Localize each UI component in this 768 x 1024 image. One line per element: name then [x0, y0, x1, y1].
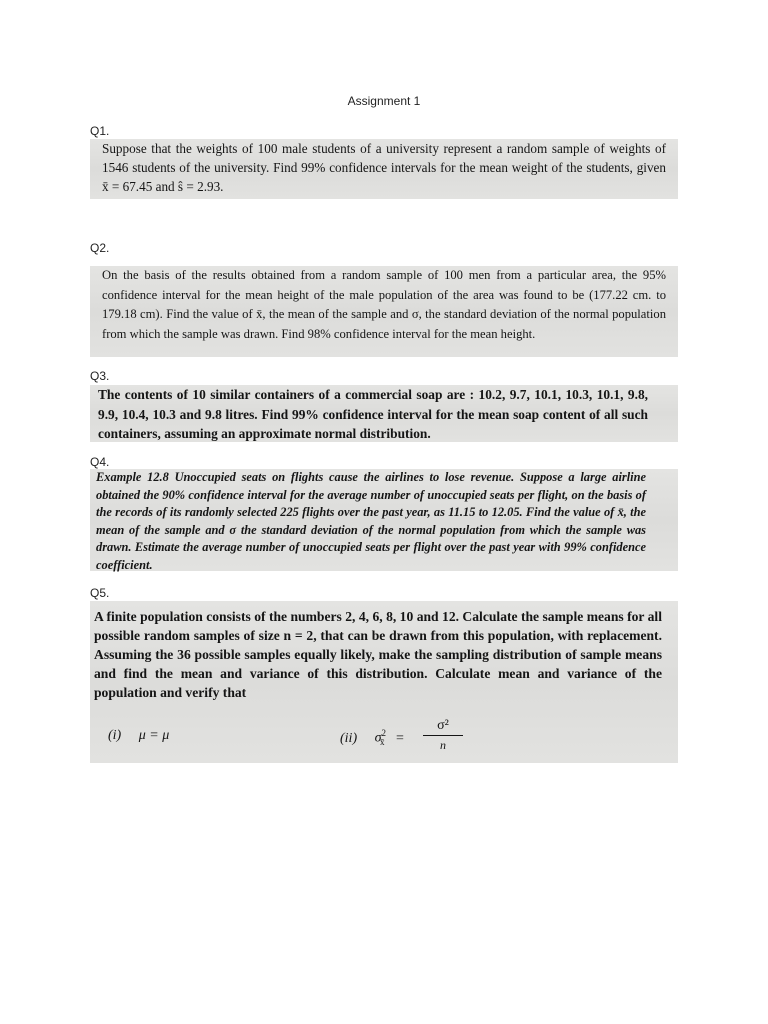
question-3-label: Q3. — [90, 369, 110, 383]
formula-ii-sup: 2 — [381, 728, 387, 738]
formula-ii-equals: = — [396, 730, 404, 746]
formula-ii-denominator: n — [440, 738, 446, 752]
formula-i — [108, 728, 169, 744]
formula-ii — [340, 728, 404, 747]
question-2-label: Q2. — [90, 241, 110, 255]
question-4-label: Q4. — [90, 455, 110, 469]
question-5-formulas — [90, 718, 678, 758]
question-2-scan: On the basis of the results obtained from a random sample of 100 men from a particular area, the 95% confidence interval for the mean height of the male population of the area was found to be (177.22 cm. to 179.18 cm). Find the value of x̄, the mean of the sample and σ, the standard deviation of the normal population from which the sample was drawn. Find 98% confidence interval for the mean height. — [90, 266, 678, 357]
example-label: Example 12.8 — [96, 470, 169, 484]
question-1-label: Q1. — [90, 124, 110, 138]
question-5-label: Q5. — [90, 586, 110, 600]
question-5-scan: A finite population consists of the numbers 2, 4, 6, 8, 10 and 12. Calculate the sample means for all possible random samples of size n = 2, that can be drawn from this population, with replacement. Assuming the 36 possible samples equally likely, make the sampling distribution of sample means and find the mean and variance of this distribution. Calculate mean and variance of the population and verify that — [90, 601, 678, 763]
formula-i-label: (i) — [108, 728, 122, 743]
question-4-scan — [90, 469, 678, 571]
formula-ii-numerator: σ² — [423, 718, 463, 736]
formula-ii-sub: x̄ — [380, 737, 385, 748]
formula-ii-lhs: σ — [374, 730, 382, 746]
formula-i-expression: μ = μ — [138, 728, 170, 743]
question-4-text: Unoccupied seats on flights cause the airlines to lose revenue. Suppose a large airline obtained the 90% confidence interval for the average number of unoccupied seats per flight, on the basis of the records of its randomly selected 225 flights over the past year, as 11.15 to 12.05. Find the value of x̄, the mean of the sample and σ the standard deviation of the normal population from which the sample was drawn. Estimate the average number of unoccupied seats per flight over the past year with 99% confidence coefficient. — [96, 470, 646, 572]
question-3-scan: The contents of 10 similar containers of a commercial soap are : 10.2, 9.7, 10.1, 10.3, 10.1, 9.8, 9.9, 10.4, 10.3 and 9.8 litres. Find 99% confidence interval for the mean soap content of all such containers, assuming an approximate normal distribution. — [90, 385, 678, 442]
page-title: Assignment 1 — [347, 94, 421, 108]
formula-ii-fraction — [423, 718, 463, 753]
formula-ii-label: (ii) — [340, 730, 358, 746]
question-1-scan: Suppose that the weights of 100 male students of a university represent a random sample of weights of 1546 students of the university. Find 99% confidence intervals for the mean weight of the students, given x̄ = 67.45 and ŝ = 2.93. — [90, 139, 678, 199]
